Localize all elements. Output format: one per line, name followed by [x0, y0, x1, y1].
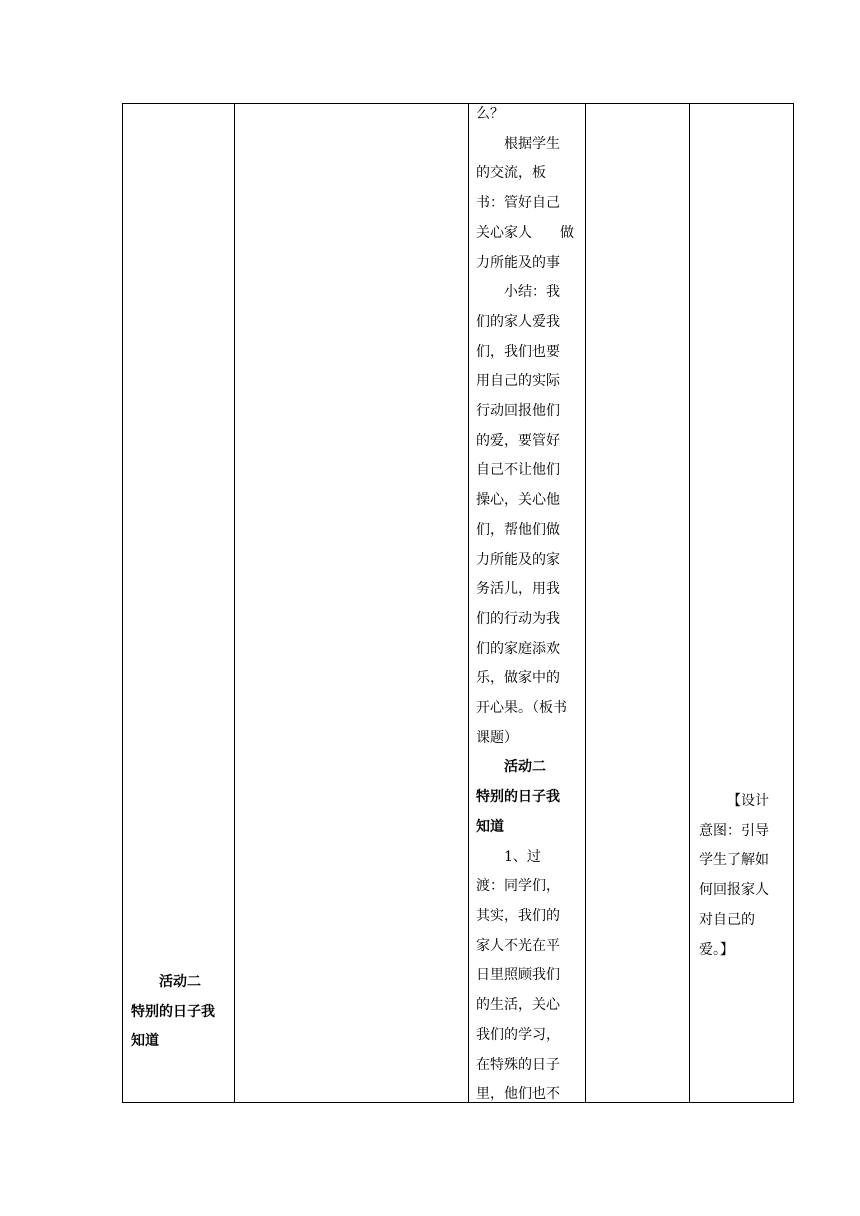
design-intent-text: [699, 787, 791, 965]
teacher-activity-line: 乐，做家中的: [476, 670, 560, 687]
teacher-activity-line: 们的家人爱我: [476, 313, 560, 330]
teacher-activity-cell: [469, 104, 585, 1102]
teacher-activity-line: 操心，关心他: [476, 492, 560, 509]
teacher-activity-line: 课题）: [476, 729, 518, 746]
teacher-activity-text: [476, 100, 582, 1110]
teacher-activity-line: 1、过: [504, 848, 541, 865]
activity-heading-cell: [123, 104, 234, 1102]
teacher-activity-line: 关心家人 做: [476, 224, 574, 241]
teacher-activity-line: 力所能及的家: [476, 551, 560, 568]
teacher-activity-line: 其实，我们的: [476, 907, 560, 924]
teacher-activity-line: 们的家庭添欢: [476, 640, 560, 657]
teacher-activity-line: 书：管好自己: [476, 195, 560, 212]
teacher-activity-line: 的交流，板: [476, 165, 546, 182]
teacher-activity-line: 用自己的实际: [476, 373, 560, 390]
design-intent-line: 学生了解如: [699, 852, 769, 869]
teacher-activity-line: 力所能及的事: [476, 254, 560, 271]
activity-heading-line: 活动二: [159, 974, 201, 990]
activity-heading-line: 知道: [131, 1033, 159, 1050]
teacher-activity-line: 小结：我: [504, 284, 560, 301]
teacher-activity-line: 里，他们也不: [476, 1086, 560, 1103]
teacher-activity-line: 我们的学习，: [476, 1026, 560, 1043]
teacher-activity-line: 们，帮他们做: [476, 521, 560, 538]
teacher-activity-line: 么？: [476, 106, 504, 122]
teacher-activity-line: 们，我们也要: [476, 343, 560, 360]
teacher-activity-line: 知道: [476, 818, 504, 835]
teacher-activity-line: 自己不让他们: [476, 462, 560, 479]
empty-student-cell: [586, 104, 689, 1102]
empty-content-cell: [235, 104, 468, 1102]
teacher-activity-line: 日里照顾我们: [476, 967, 560, 984]
design-intent-cell: [690, 104, 794, 1102]
teacher-activity-line: 渡：同学们，: [476, 878, 560, 895]
teacher-activity-line: 务活儿，用我: [476, 581, 560, 598]
teacher-activity-line: 特别的日子我: [476, 789, 560, 806]
teacher-activity-line: 家人不光在平: [476, 937, 560, 954]
design-intent-line: 对自己的: [699, 911, 755, 928]
lesson-plan-table: [122, 103, 794, 1103]
teacher-activity-line: 在特殊的日子: [476, 1056, 560, 1073]
teacher-activity-line: 开心果。（板书: [476, 700, 567, 717]
activity-heading-line: 特别的日子我: [131, 1003, 215, 1020]
teacher-activity-line: 活动二: [504, 759, 546, 776]
design-intent-line: 【设计: [727, 793, 769, 809]
teacher-activity-line: 根据学生: [504, 135, 560, 152]
teacher-activity-line: 的爱，要管好: [476, 432, 560, 449]
teacher-activity-line: 的生活，关心: [476, 997, 560, 1014]
design-intent-line: 爱。】: [699, 941, 734, 958]
design-intent-line: 何回报家人: [699, 882, 769, 899]
teacher-activity-line: 们的行动为我: [476, 610, 560, 627]
teacher-activity-line: 行动回报他们: [476, 403, 560, 420]
design-intent-line: 意图：引导: [699, 822, 769, 839]
